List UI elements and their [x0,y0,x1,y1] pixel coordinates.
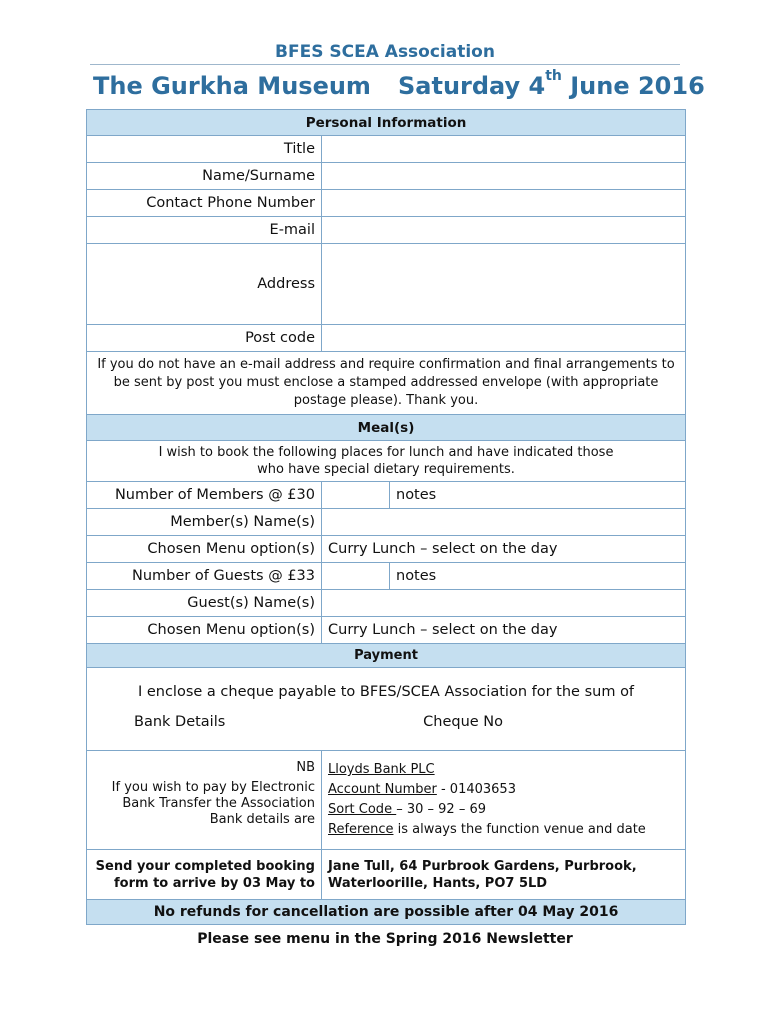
send-line2: form to arrive by 03 May to [114,875,315,891]
member-names-label: Member(s) Name(s) [87,509,322,536]
name-label: Name/Surname [87,163,322,190]
address-line2: Waterloorille, Hants, PO7 5LD [328,875,548,891]
refund-policy: No refunds for cancellation are possible after 04 May 2016 [87,900,686,925]
send-instructions [87,850,322,900]
cheque-details-row [87,700,685,730]
email-field[interactable] [322,217,686,244]
name-field[interactable] [322,163,686,190]
members-count-field[interactable] [322,482,390,509]
sort-code-value: – 30 – 92 – 69 [396,802,486,817]
date-end: June 2016 [561,72,705,100]
meals-intro [87,441,686,482]
guests-notes-field[interactable] [390,563,686,590]
reference-label: Reference [328,822,394,837]
members-notes-label: notes [396,487,437,503]
guest-names-label: Guest(s) Name(s) [87,590,322,617]
bank-name: Lloyds Bank PLC [328,762,435,777]
address-line1: Jane Tull, 64 Purbrook Gardens, Purbrook, [328,858,637,874]
postcode-field[interactable] [322,325,686,352]
members-notes-field[interactable] [390,482,686,509]
menu-footnote: Please see menu in the Spring 2016 Newsletter [197,931,573,947]
guests-notes-label: notes [396,568,437,584]
account-label: Account Number [328,782,437,797]
cheque-no-label: Cheque No [423,714,504,730]
electronic-line3: Bank details are [209,812,315,827]
address-label: Address [87,244,322,325]
meals-intro-line1: I wish to book the following places for lunch and have indicated those [158,445,614,460]
date-main: Saturday 4 [398,72,546,100]
meals-intro-line2: who have special dietary requirements. [257,462,515,477]
reference-value: is always the function venue and date [393,822,646,837]
member-menu-label: Chosen Menu option(s) [87,536,322,563]
account-value: - 01403653 [436,782,516,797]
guests-count-label: Number of Guests @ £33 [87,563,322,590]
venue-title: The Gurkha Museum [93,72,371,100]
title-label: Title [87,136,322,163]
nb-label: NB [296,760,315,775]
guests-count-field[interactable] [322,563,390,590]
booking-form [86,109,686,925]
guest-menu-value: Curry Lunch – select on the day [322,617,686,644]
org-title: BFES SCEA Association [275,42,495,62]
electronic-line1: If you wish to pay by Electronic [111,780,315,795]
sort-code-label: Sort Code [328,802,397,817]
electronic-transfer-note [87,751,322,850]
bank-details-label: Bank Details [134,714,226,730]
phone-label: Contact Phone Number [87,190,322,217]
electronic-line2: Bank Transfer the Association [122,796,315,811]
meals-heading: Meal(s) [87,415,686,441]
title-field[interactable] [322,136,686,163]
email-label: E-mail [87,217,322,244]
postcode-label: Post code [87,325,322,352]
payment-heading: Payment [87,644,686,668]
member-names-field[interactable] [322,509,686,536]
bank-details [322,751,686,850]
post-notice: If you do not have an e-mail address and require confirmation and final arrangements to be sent by post you must enclose a stamped addressed envelope (with appropriate postage please). Thank you. [87,352,686,415]
date-suffix: th [545,68,562,84]
personal-info-heading: Personal Information [87,110,686,136]
cheque-section [87,668,686,751]
guest-names-field[interactable] [322,590,686,617]
send-line1: Send your completed booking [95,858,315,874]
header-rule [90,64,680,65]
cheque-line: I enclose a cheque payable to BFES/SCEA Association for the sum of [137,684,635,700]
member-menu-value: Curry Lunch – select on the day [322,536,686,563]
guest-menu-label: Chosen Menu option(s) [87,617,322,644]
members-count-label: Number of Members @ £30 [87,482,322,509]
phone-field[interactable] [322,190,686,217]
address-field[interactable] [322,244,686,325]
event-date [398,68,705,100]
postal-address [322,850,686,900]
